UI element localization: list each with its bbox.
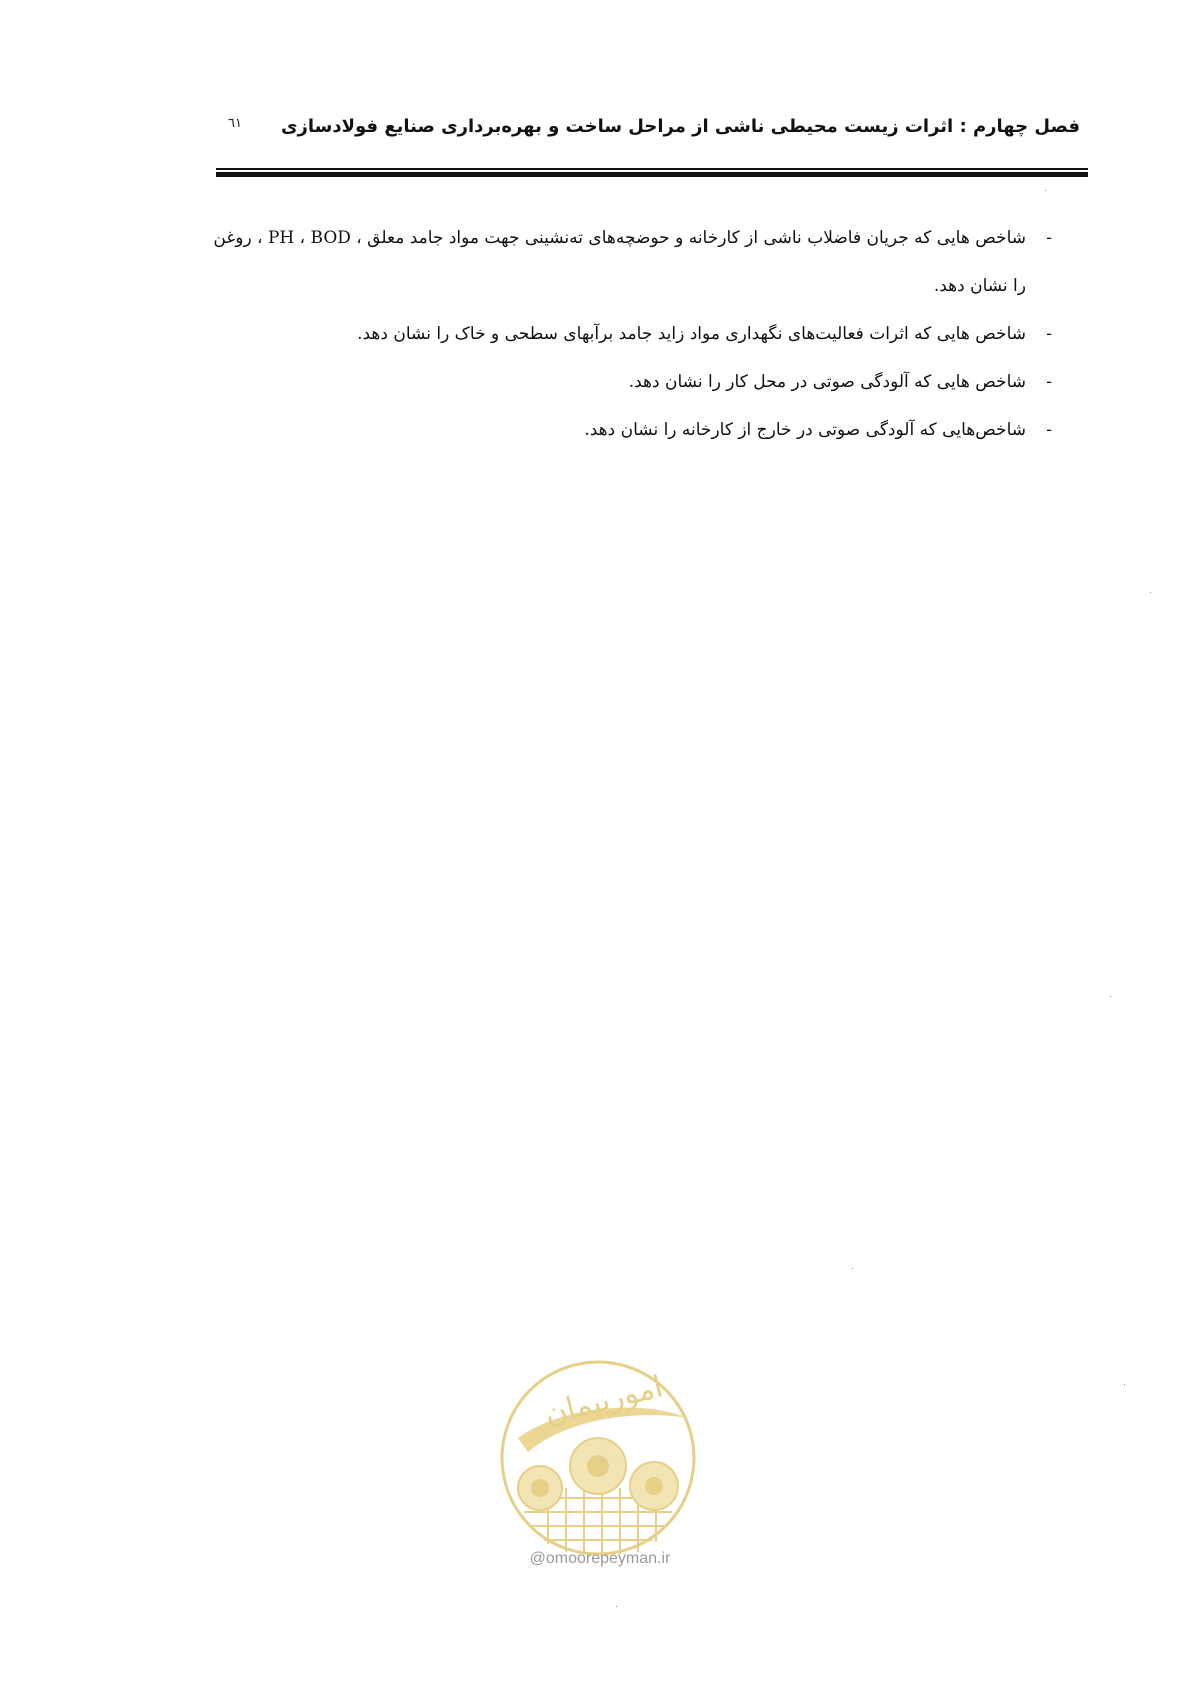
bullet-dash: - — [1046, 228, 1052, 248]
page-header — [218, 112, 1080, 152]
scan-speck — [1124, 1384, 1125, 1385]
bullet-dash: - — [1046, 324, 1052, 344]
logo-text: امورپیمان — [541, 1369, 667, 1433]
list-item — [210, 310, 1052, 358]
list-item-text: شاخص هایی که جریان فاضلاب ناشی از کارخانه و حوضچه‌های ته‌نشینی جهت مواد جامد معلق ، PH ، BOD ، روغن را نشان دهد. — [213, 228, 1026, 296]
list-item — [210, 214, 1052, 310]
header-rule-thin — [216, 168, 1088, 170]
list-item-text: شاخص هایی که اثرات فعالیت‌های نگهداری مواد زاید جامد برآبهای سطحی و خاک را نشان دهد. — [357, 324, 1026, 344]
scan-speck — [1150, 592, 1151, 593]
bullet-dash: - — [1046, 372, 1052, 392]
body-content — [210, 214, 1052, 454]
header-rule-thick — [216, 172, 1088, 177]
scan-speck — [1045, 190, 1046, 191]
watermark-url: @omoorepeyman.ir — [529, 1550, 671, 1567]
list-item — [210, 406, 1052, 454]
scan-speck — [852, 1268, 853, 1269]
list-item — [210, 358, 1052, 406]
bullet-list — [210, 214, 1052, 454]
page-number: ٦١ — [228, 116, 242, 131]
list-item-text: شاخص‌هایی که آلودگی صوتی در خارج از کارخانه را نشان دهد. — [584, 420, 1026, 440]
list-item-text: شاخص هایی که آلودگی صوتی در محل کار را نشان دهد. — [628, 372, 1026, 392]
scan-speck — [616, 1606, 617, 1607]
bullet-dash: - — [1046, 420, 1052, 440]
chapter-title: فصل چهارم : اثرات زیست محیطی ناشی از مراحل ساخت و بهره‌برداری صنایع فولادسازی — [281, 116, 1080, 137]
scan-speck — [1110, 996, 1111, 997]
